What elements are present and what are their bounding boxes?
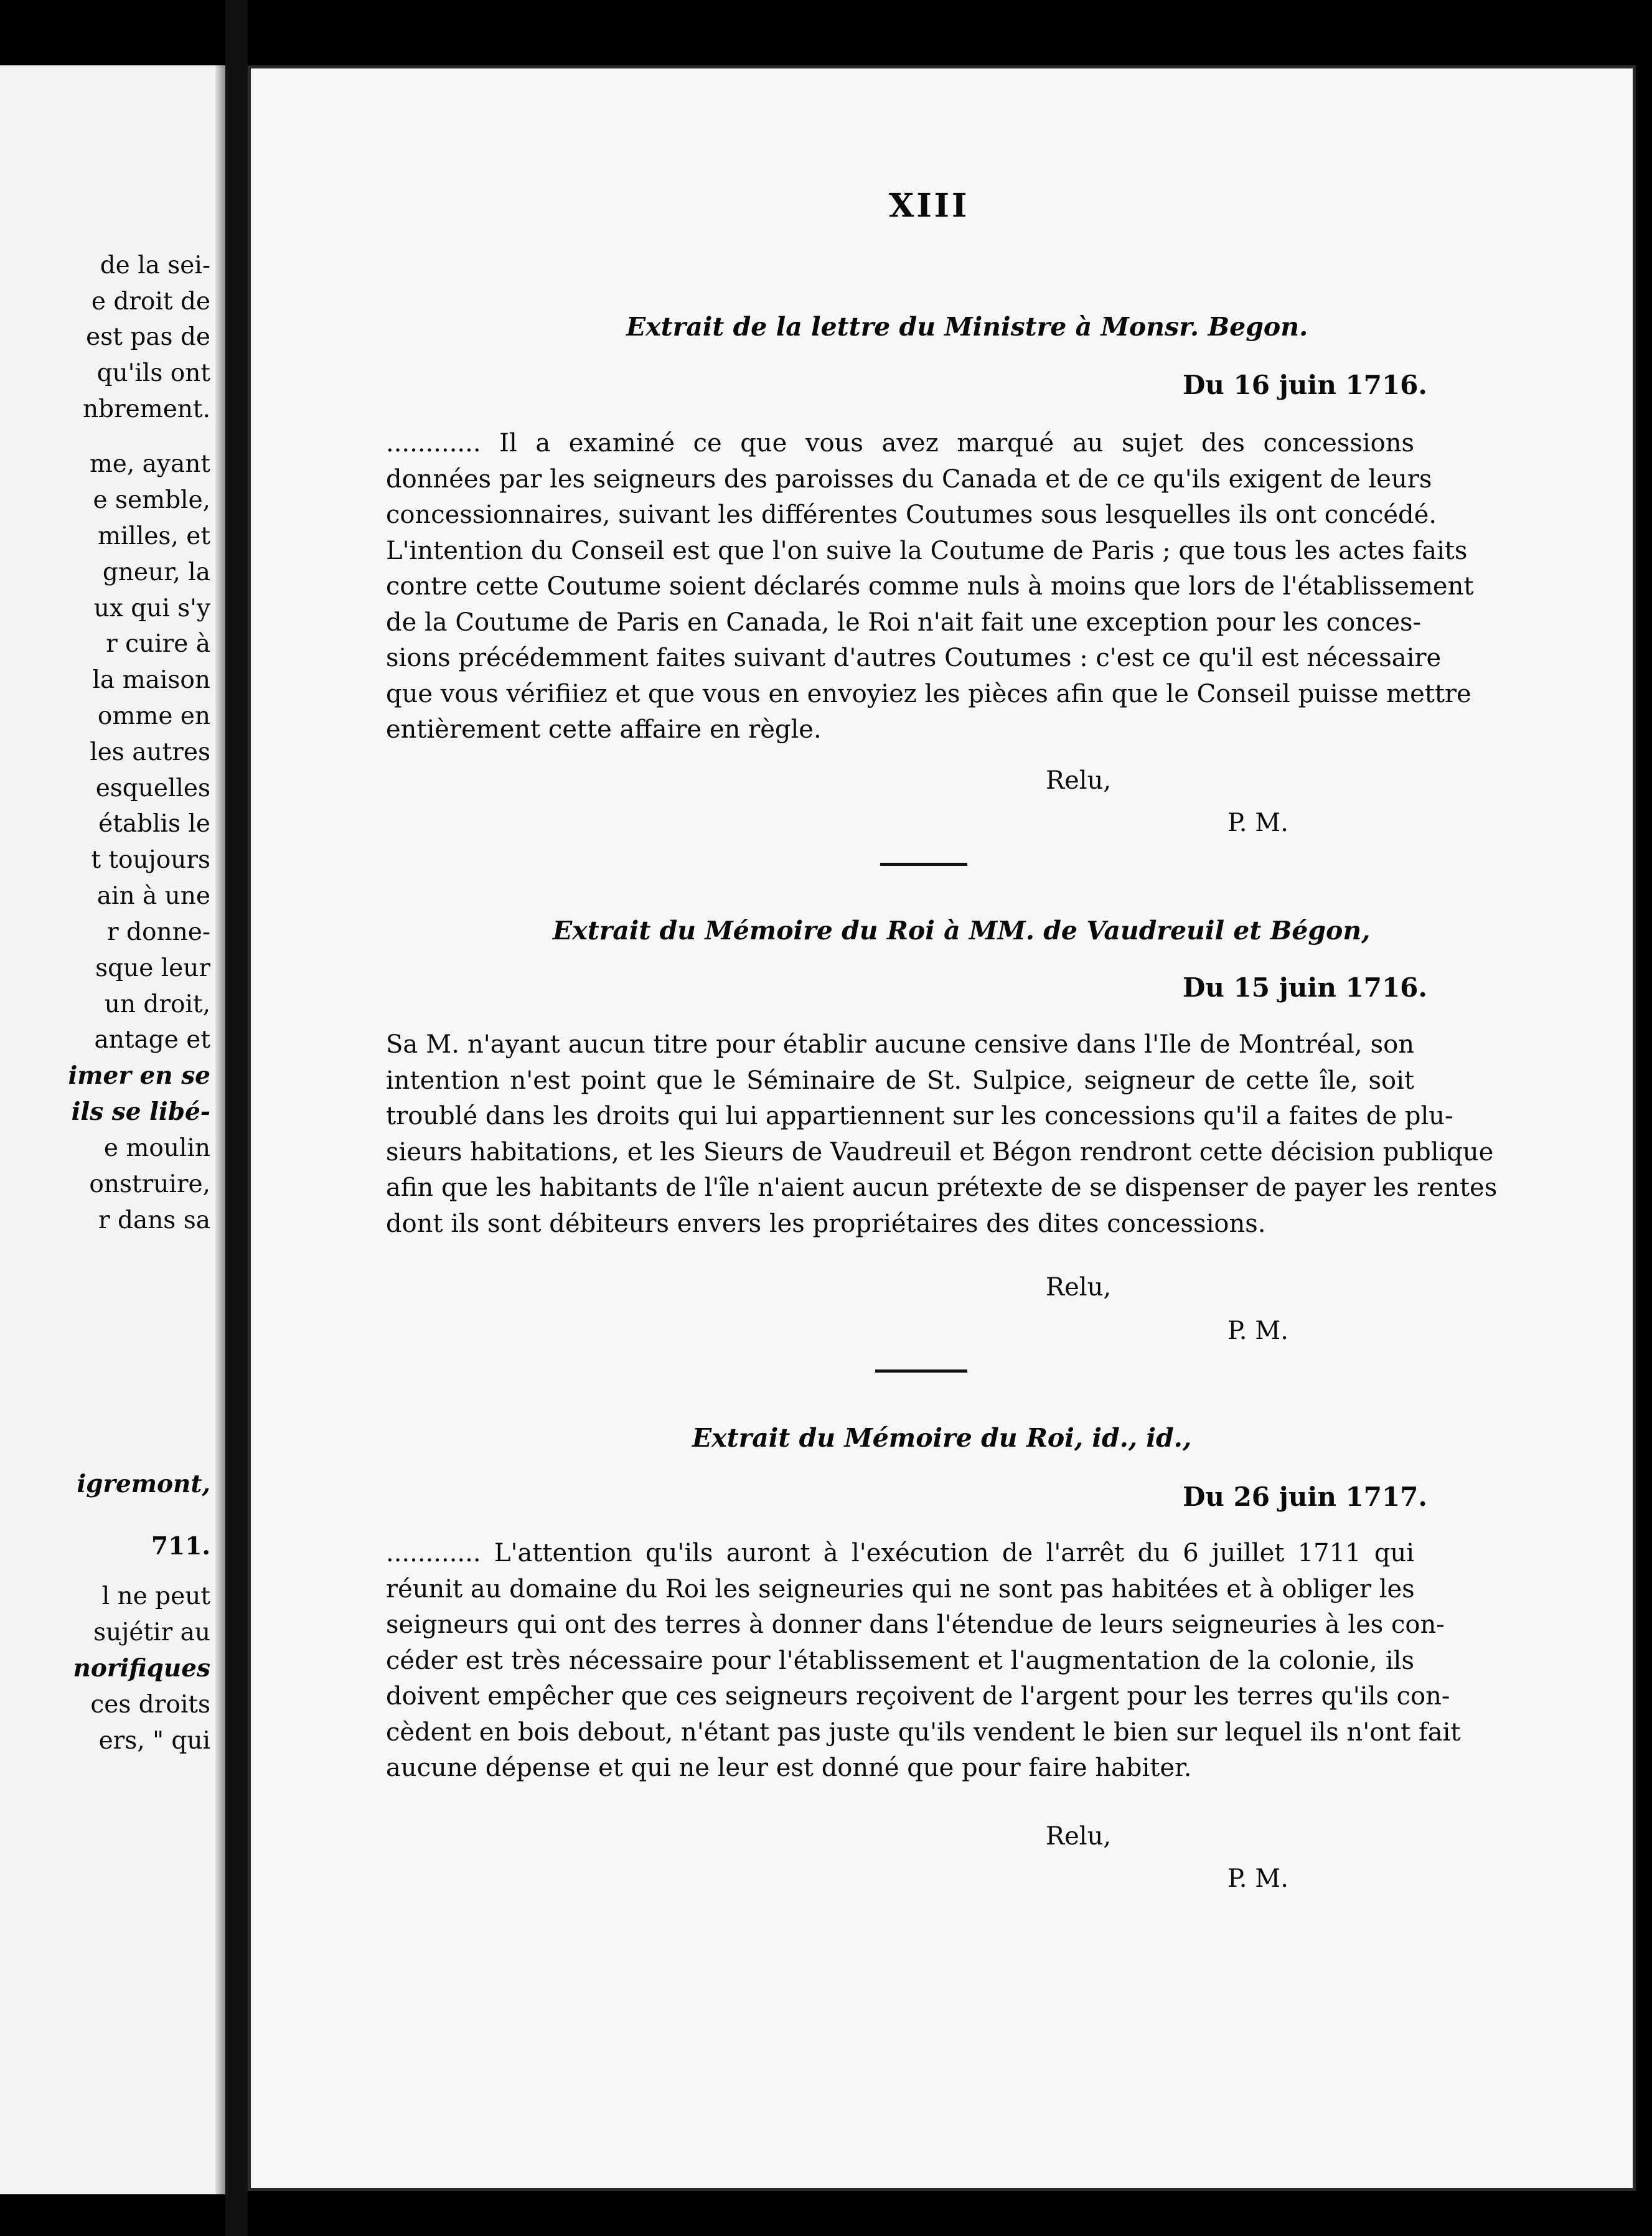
left-fragment: onstruire, [89,1170,210,1198]
left-fragment: nbrement. [82,395,210,423]
left-fragment: imer en se [68,1061,210,1090]
left-fragment: e moulin [103,1134,210,1162]
text-line: réunit au domaine du Roi les seigneuries qui ne sont pas habitées et à obliger les [386,1574,1415,1604]
left-fragment: sujétir au [93,1618,210,1646]
signature: P. M. [1227,1317,1288,1345]
section-heading: Extrait du Mémoire du Roi à MM. de Vaudreuil et Bégon, [553,916,1371,946]
text-line: sieurs habitations, et les Sieurs de Vaudreuil et Bégon rendront cette décision publique [386,1137,1494,1167]
text-line: aucune dépense et qui ne leur est donné que pour faire habiter. [386,1754,1192,1782]
left-fragment: établis le [98,810,210,838]
left-fragment: la maison [92,666,210,694]
section-divider [875,1369,967,1373]
left-fragment: gneur, la [102,558,210,586]
left-fragment: un droit, [104,990,210,1018]
relu-label: Relu, [1046,1273,1112,1302]
section-body [386,426,1474,748]
section-date: Du 26 juin 1717. [1183,1482,1428,1512]
book-gutter [225,0,248,2236]
left-fragment: ain à une [96,882,210,910]
text-line: concessionnaires, suivant les différentes Coutumes sous lesquelles ils ont concédé. [386,500,1437,529]
left-fragment: qu'ils ont [96,359,210,387]
text-line: L'intention du Conseil est que l'on suive la Coutume de Paris ; que tous les actes faits [386,536,1468,565]
left-fragment: r donne- [107,918,210,946]
left-fragment: les autres [90,738,210,766]
text-line: seigneurs qui ont des terres à donner dans l'étendue de leurs seigneuries à les con- [386,1610,1445,1639]
text-line: que vous vérifiiez et que vous en envoyiez les pièces afin que le Conseil puisse mettre [386,679,1471,708]
left-fragment: l ne peut [101,1582,210,1610]
left-fragment: e semble, [93,486,210,514]
section-date: Du 16 juin 1716. [1183,370,1428,400]
section-heading: Extrait du Mémoire du Roi, id., id., [692,1423,1192,1453]
section-date: Du 15 juin 1716. [1183,972,1428,1003]
left-fragment: r dans sa [98,1206,210,1234]
left-fragment: r cuire à [106,630,210,658]
section-body [386,1536,1461,1787]
left-fragment: de la sei- [100,251,210,280]
signature: P. M. [1227,809,1288,837]
text-line: cèdent en bois debout, n'étant pas juste qu'ils vendent le bien sur lequel ils n'ont fait [386,1717,1461,1747]
relu-label: Relu, [1046,766,1112,795]
left-fragment: antage et [94,1026,210,1054]
page-fold [215,65,225,2194]
signature: P. M. [1227,1864,1288,1893]
text-line: ............ L'attention qu'ils auront à l'exécution de l'arrêt du 6 juillet 1711 qui [386,1539,1414,1567]
text-line: afin que les habitants de l'île n'aient aucun prétexte de se dispenser de payer les rentes [386,1173,1498,1202]
left-fragment: ils se libé- [71,1097,210,1126]
left-fragment: est pas de [86,323,210,351]
previous-page-edge [0,65,225,2194]
text-line: entièrement cette affaire en règle. [386,715,822,744]
text-line: Sa M. n'ayant aucun titre pour établir aucune censive dans l'Ile de Montréal, son [386,1030,1414,1059]
page-number: XIII [889,187,970,225]
section-divider [880,863,967,866]
left-fragment: ces droits [90,1691,210,1719]
text-line: intention n'est point que le Séminaire de St. Sulpice, seigneur de cette île, soit [386,1066,1414,1095]
text-line: doivent empêcher que ces seigneurs reçoivent de l'argent pour les terres qu'ils con- [386,1682,1450,1711]
text-line: dont ils sont débiteurs envers les propriétaires des dites concessions. [386,1209,1266,1238]
left-fragment: omme en [97,702,210,730]
left-fragment: 711. [151,1532,210,1561]
left-fragment: esquelles [95,774,210,802]
text-line: de la Coutume de Paris en Canada, le Roi n'ait fait une exception pour les conces- [386,608,1422,637]
text-line: céder est très nécessaire pour l'établissement et l'augmentation de la colonie, ils [386,1646,1414,1675]
text-line: contre cette Coutume soient déclarés comme nuls à moins que lors de l'établissement [386,572,1474,601]
left-fragment: sque leur [95,954,210,982]
left-fragment: igremont, [77,1470,210,1498]
left-fragment: milles, et [97,522,210,550]
section-body [386,1027,1498,1242]
left-fragment: norifiques [73,1654,210,1683]
text-line: sions précédemment faites suivant d'autres Coutumes : c'est ce qu'il est nécessaire [386,644,1442,672]
section-heading: Extrait de la lettre du Ministre à Monsr. Begon. [626,312,1308,342]
text-line: ............ Il a examiné ce que vous avez marqué au sujet des concessions [386,429,1414,458]
left-fragment: me, ayant [89,450,210,478]
relu-label: Relu, [1046,1822,1112,1851]
text-line: troublé dans les droits qui lui appartiennent sur les concessions qu'il a faites de plu- [386,1102,1453,1130]
left-fragment: ers, " qui [98,1727,210,1755]
text-line: données par les seigneurs des paroisses du Canada et de ce qu'ils exigent de leurs [386,464,1432,494]
left-fragment: ux qui s'y [93,594,210,622]
left-fragment: t toujours [91,846,210,874]
left-fragment: e droit de [91,288,210,316]
